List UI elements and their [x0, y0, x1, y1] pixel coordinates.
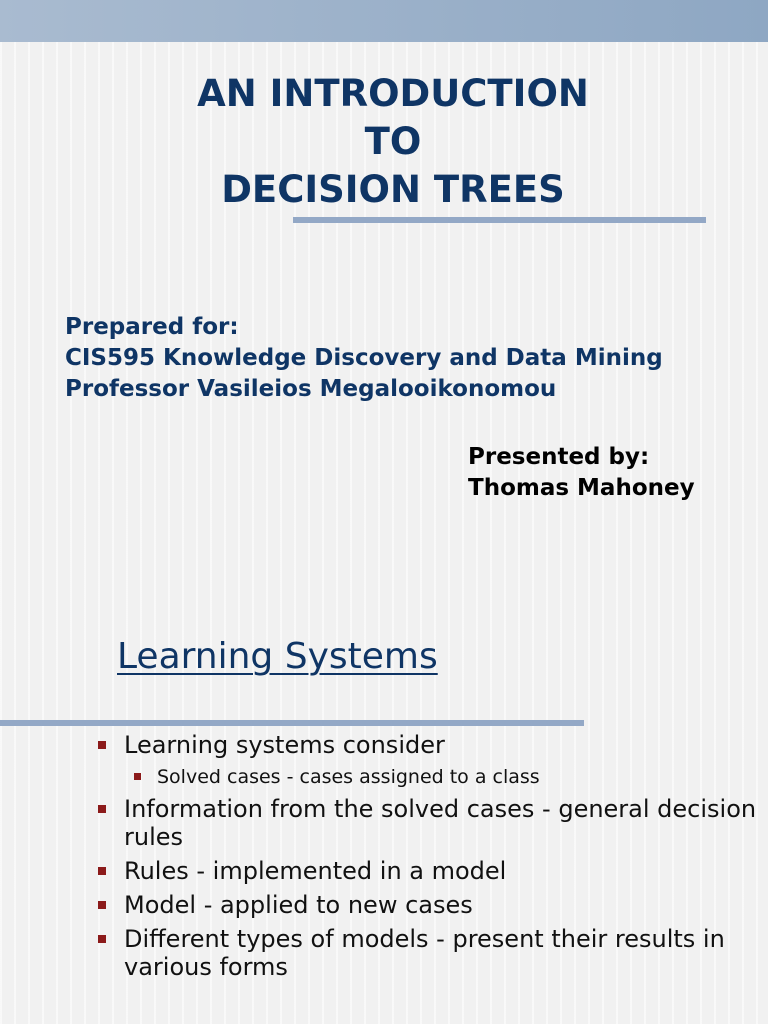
list-item-text: Information from the solved cases - general decision rules [124, 795, 757, 851]
list-item-text: Learning systems consider [124, 731, 445, 759]
list-item-text: Different types of models - present their results in various forms [124, 925, 725, 981]
bullet-square-icon [98, 805, 106, 813]
slide-title-heading [0, 70, 768, 214]
bullet-square-icon [134, 773, 141, 780]
title-divider [293, 217, 706, 223]
list-item [97, 857, 757, 885]
prepared-for-label: Prepared for: [65, 314, 239, 340]
title-line: DECISION TREES [221, 168, 565, 211]
list-item-text: Rules - implemented in a model [124, 857, 507, 885]
list-item [97, 925, 757, 981]
slide-heading: Learning Systems [117, 636, 438, 677]
bullet-square-icon [98, 901, 106, 909]
presented-by-label: Presented by: [468, 444, 650, 470]
prepared-for-block [65, 312, 663, 405]
list-item-text: Solved cases - cases assigned to a class [157, 766, 540, 788]
presenter-name: Thomas Mahoney [468, 475, 695, 501]
bullet-square-icon [98, 741, 106, 749]
bullet-square-icon [98, 935, 106, 943]
list-item [133, 765, 757, 789]
list-item-text: Model - applied to new cases [124, 891, 473, 919]
list-item [97, 795, 757, 851]
heading-divider [0, 720, 584, 726]
professor-name: Professor Vasileios Megalooikonomou [65, 376, 557, 402]
course-name: CIS595 Knowledge Discovery and Data Mining [65, 345, 663, 371]
title-line: AN INTRODUCTION [197, 72, 589, 115]
list-item [97, 731, 757, 759]
presented-by-block [468, 442, 695, 504]
bullet-list [97, 731, 757, 987]
title-line: TO [364, 120, 422, 163]
list-item [97, 891, 757, 919]
header-band [0, 0, 768, 42]
slide-learning-systems [0, 576, 768, 1024]
bullet-square-icon [98, 867, 106, 875]
